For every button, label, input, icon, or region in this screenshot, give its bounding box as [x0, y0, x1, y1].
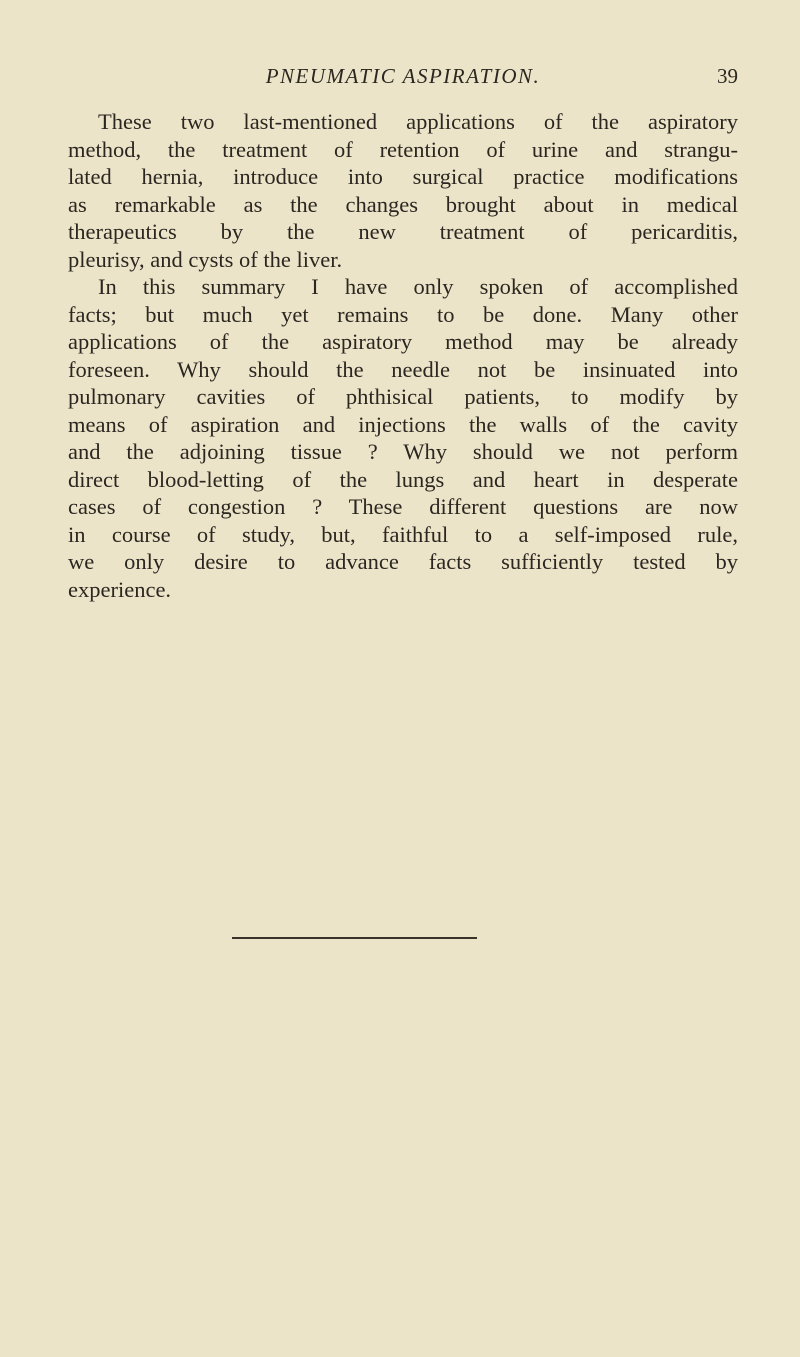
- text-line: as remarkable as the changes brought about in medical: [68, 191, 738, 217]
- text-line: pleurisy, and cysts of the liver.: [68, 246, 343, 272]
- text-line: method, the treatment of retention of urine and strangu-: [68, 136, 738, 162]
- text-line: lated hernia, introduce into surgical practice modifications: [68, 164, 738, 189]
- end-rule: [232, 937, 477, 939]
- text-line: facts; but much yet remains to be done. Many other: [68, 301, 738, 327]
- text-line: cases of congestion ? These different questions are now: [68, 494, 738, 519]
- body-text: [68, 108, 738, 603]
- text-line: means of aspiration and injections the walls of the cavity: [68, 411, 738, 437]
- text-line: experience.: [68, 576, 172, 602]
- paragraph: [68, 108, 738, 273]
- text-line: These two last-mentioned applications of the aspiratory: [98, 109, 738, 134]
- text-line: foreseen. Why should the needle not be insinuated into: [68, 356, 738, 382]
- running-head-title: PNEUMATIC ASPIRATION.: [265, 64, 541, 88]
- text-line: direct blood-letting of the lungs and heart in desperate: [68, 466, 738, 492]
- text-line: pulmonary cavities of phthisical patients, to modify by: [68, 384, 738, 409]
- text-line: in course of study, but, faithful to a self-imposed rule,: [68, 521, 738, 547]
- text-line: we only desire to advance facts sufficiently tested by: [68, 549, 738, 574]
- text-line: and the adjoining tissue ? Why should we not perform: [68, 439, 738, 464]
- page-number: 39: [717, 64, 738, 88]
- running-head: [68, 58, 738, 94]
- text-line: In this summary I have only spoken of accomplished: [98, 274, 738, 299]
- text-line: therapeutics by the new treatment of pericarditis,: [68, 219, 738, 244]
- paragraph: [68, 273, 738, 603]
- text-line: applications of the aspiratory method may be already: [68, 329, 738, 354]
